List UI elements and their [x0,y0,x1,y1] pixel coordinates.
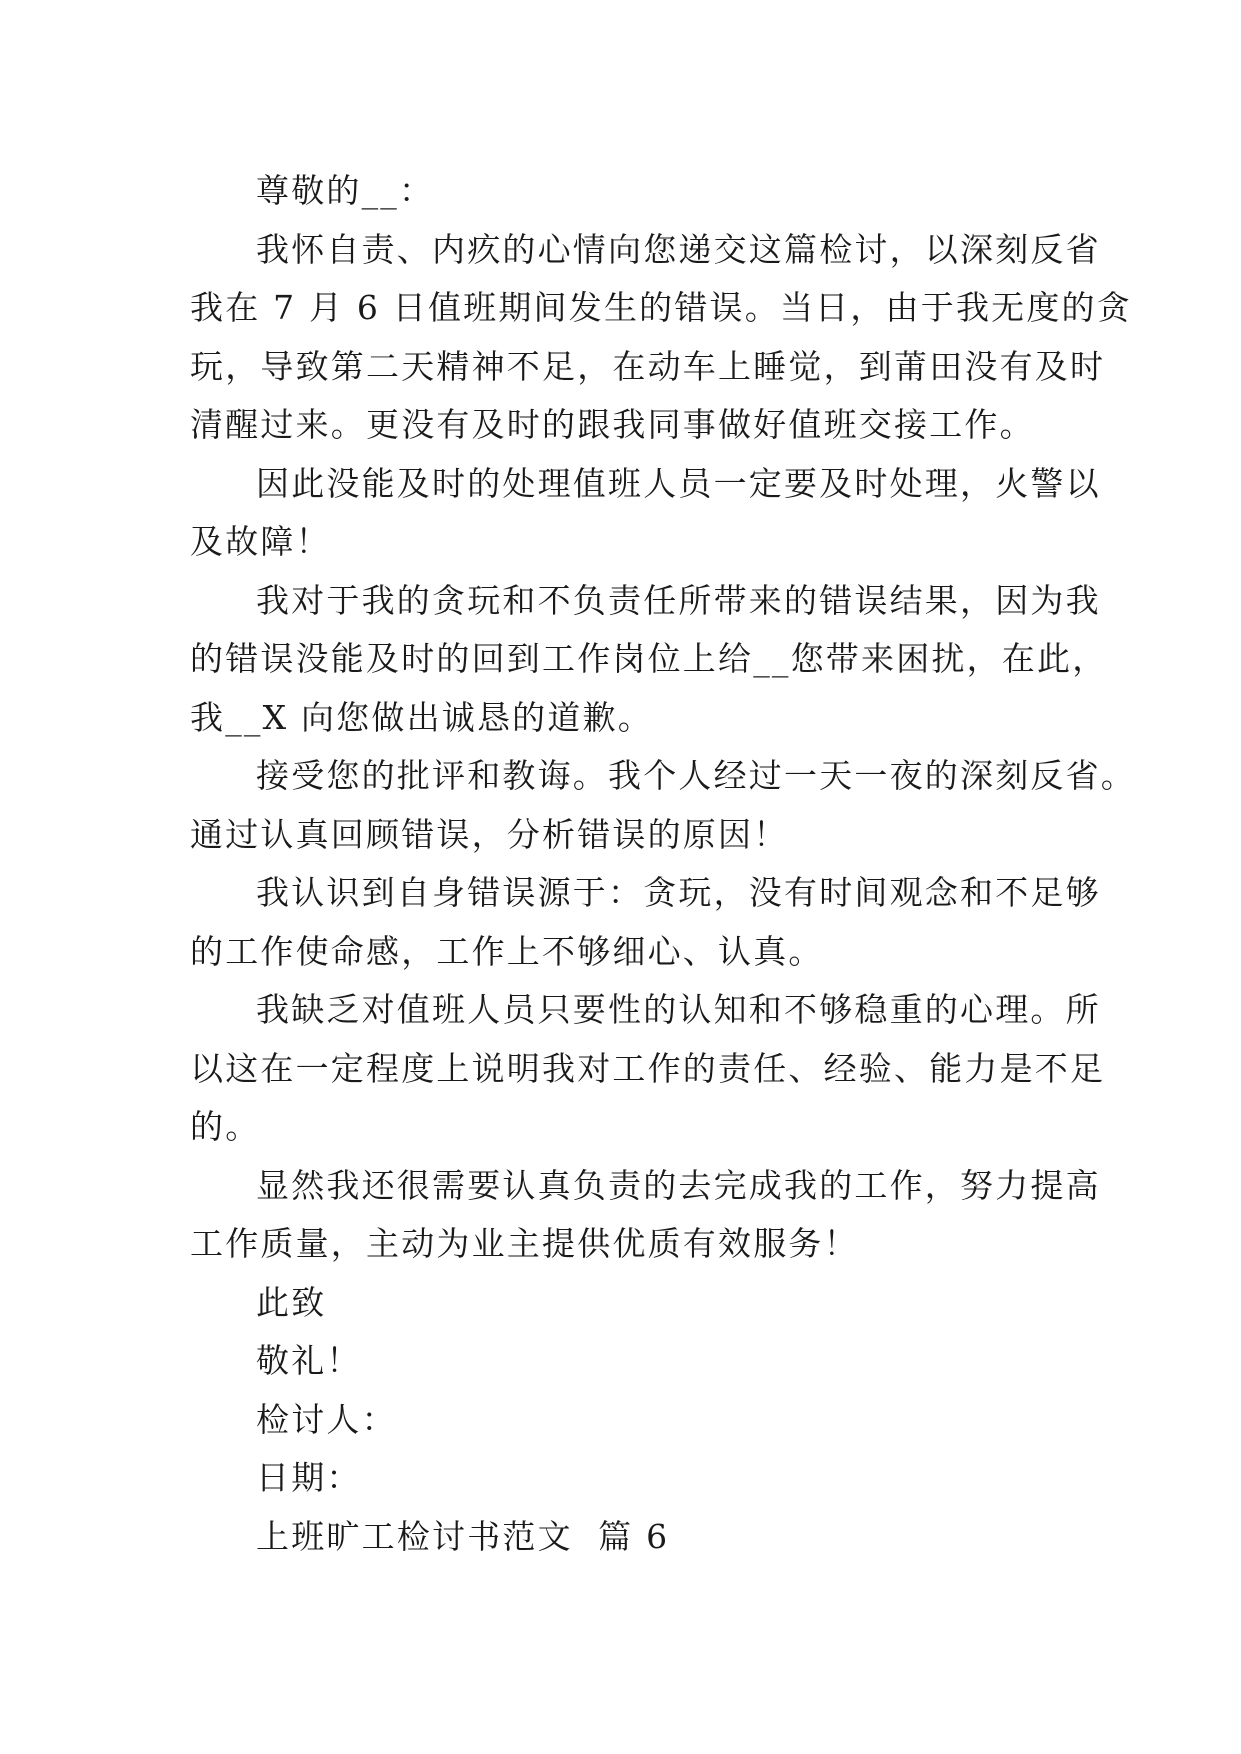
text-line: 我缺乏对值班人员只要性的认知和不够稳重的心理。所 [256,990,1101,1029]
text-line: 检讨人： [256,1399,397,1439]
text-line: 的工作使命感，工作上不够细心、认真。 [190,931,824,971]
text-line: 上班旷工检讨书范文 篇 6 [256,1516,670,1556]
text-line: 工作质量，主动为业主提供优质有效服务！ [190,1224,859,1263]
text-line: 我对于我的贪玩和不负责任所带来的错误结果，因为我 [256,580,1101,620]
text-line: 的错误没能及时的回到工作岗位上给__您带来困扰，在此， [190,639,1108,678]
text-line: 我认识到自身错误源于：贪玩，没有时间观念和不足够 [256,873,1101,912]
text-line: 以这在一定程度上说明我对工作的责任、经验、能力是不足 [190,1048,1106,1088]
text-line: 敬礼！ [256,1341,362,1380]
text-line: 及故障！ [190,522,331,561]
text-line: 我__X 向您做出诚恳的道歉。 [190,697,653,737]
text-line: 此致 [256,1282,327,1322]
text-line: 的。 [190,1107,261,1146]
text-line: 显然我还很需要认真负责的去完成我的工作，努力提高 [256,1165,1101,1205]
text-line: 日期： [256,1458,362,1497]
text-line: 尊敬的__： [256,171,435,210]
text-line: 接受您的批评和教诲。我个人经过一天一夜的深刻反省。 [256,756,1136,795]
text-line: 因此没能及时的处理值班人员一定要及时处理，火警以 [256,463,1101,503]
text-line: 通过认真回顾错误，分析错误的原因！ [190,814,789,854]
text-line: 我在 7 月 6 日值班期间发生的错误。当日，由于我无度的贪 [190,288,1132,327]
text-line: 玩，导致第二天精神不足，在动车上睡觉，到莆田没有及时 [190,346,1106,386]
document-body [190,162,1136,1566]
text-line: 清醒过来。更没有及时的跟我同事做好值班交接工作。 [190,405,1035,444]
text-line: 我怀自责、内疚的心情向您递交这篇检讨，以深刻反省 [256,229,1101,269]
